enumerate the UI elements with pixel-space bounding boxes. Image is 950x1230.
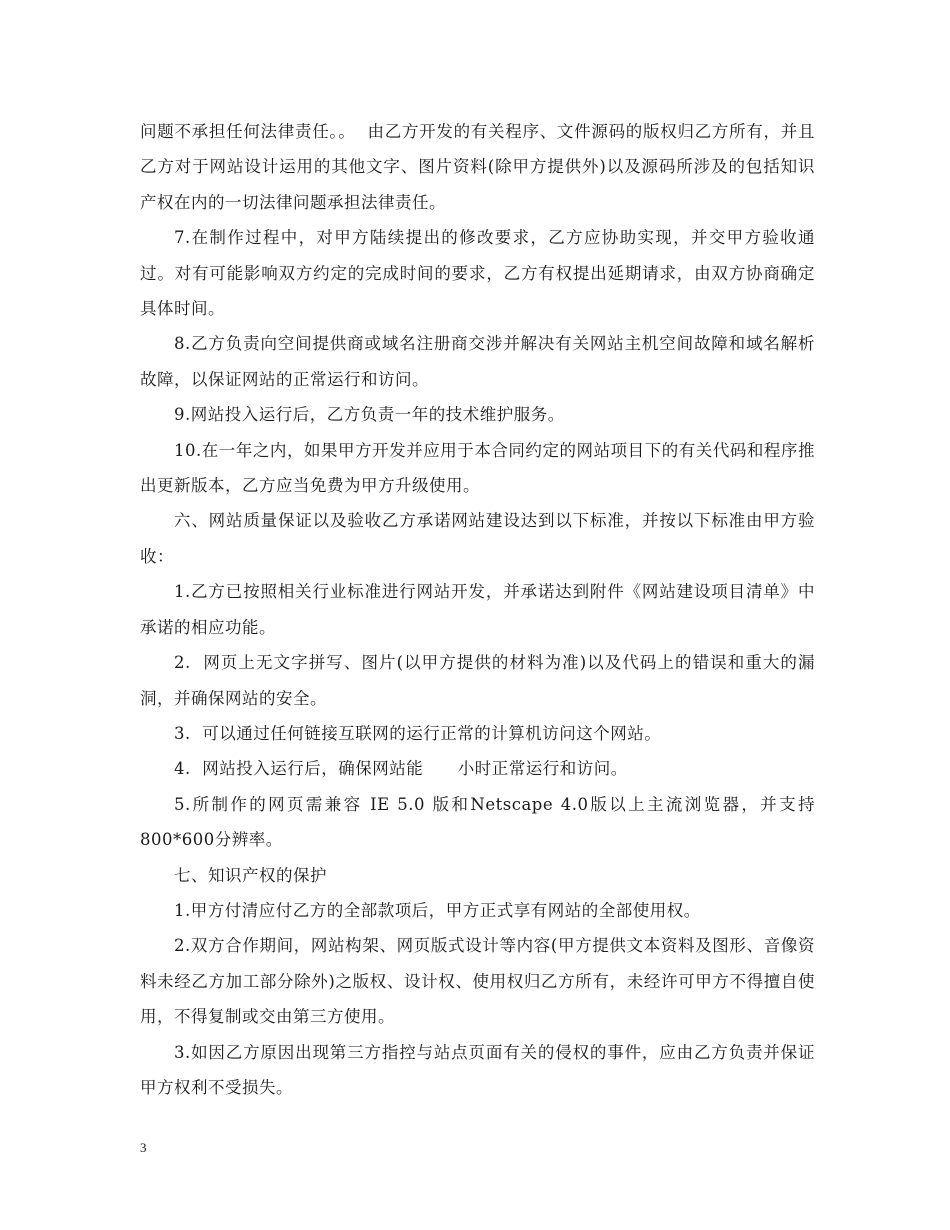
paragraph-10: 4. 网站投入运行后，确保网站能 小时正常运行和访问。 bbox=[174, 759, 628, 779]
paragraph-8: 2. 网页上无文字拼写、图片(以甲方提供的材料为准)以及代码上的错误和重大的漏洞，并确保网站的安全。 bbox=[140, 653, 815, 708]
paragraph-9: 3. 可以通过任何链接互联网的运行正常的计算机访问这个网站。 bbox=[174, 723, 662, 743]
paragraph-11: 5.所制作的网页需兼容 IE 5.0 版和Netscape 4.0版以上主流浏览器，并支持800*600分辨率。 bbox=[140, 794, 815, 850]
paragraph-13: 1.甲方付清应付乙方的全部款项后，甲方正式享有网站的全部使用权。 bbox=[174, 900, 701, 920]
section-heading-7: 七、知识产权的保护 bbox=[174, 865, 327, 885]
paragraph-3: 8.乙方负责向空间提供商或域名注册商交涉并解决有关网站主机空间故障和域名解析故障，以保证网站的正常运行和访问。 bbox=[140, 334, 815, 389]
paragraph-5: 10.在一年之内，如果甲方开发并应用于本合同约定的网站项目下的有关代码和程序推出更新版本，乙方应当免费为甲方升级使用。 bbox=[140, 440, 815, 496]
paragraph-14: 2.双方合作期间，网站构架、网页版式设计等内容(甲方提供文本资料及图形、音像资料未经乙方加工部分除外)之版权、设计权、使用权归乙方所有，未经许可甲方不得擅自使用，不得复制或交由第三方使用。 bbox=[140, 936, 815, 1027]
page-number: 3 bbox=[140, 1140, 147, 1155]
paragraph-7: 1.乙方已按照相关行业标准进行网站开发，并承诺达到附件《网站建设项目清单》中承诺的相应功能。 bbox=[140, 582, 815, 637]
paragraph-1: 问题不承担任何法律责任。。 由乙方开发的有关程序、文件源码的版权归乙方所有，并且乙方对于网站设计运用的其他文字、图片资料(除甲方提供外)以及源码所涉及的包括知识产权在内的一切法律问题承担法律责任。 bbox=[140, 122, 815, 212]
paragraph-2: 7.在制作过程中，对甲方陆续提出的修改要求，乙方应协助实现，并交甲方验收通过。对有可能影响双方约定的完成时间的要求，乙方有权提出延期请求，由双方协商确定具体时间。 bbox=[140, 228, 815, 319]
document-body bbox=[140, 114, 815, 1105]
paragraph-15: 3.如因乙方原因出现第三方指控与站点页面有关的侵权的事件，应由乙方负责并保证甲方权利不受损失。 bbox=[140, 1042, 815, 1097]
section-heading-6: 六、网站质量保证以及验收乙方承诺网站建设达到以下标准，并按以下标准由甲方验收： bbox=[140, 511, 815, 566]
paragraph-4: 9.网站投入运行后，乙方负责一年的技术维护服务。 bbox=[174, 405, 565, 425]
